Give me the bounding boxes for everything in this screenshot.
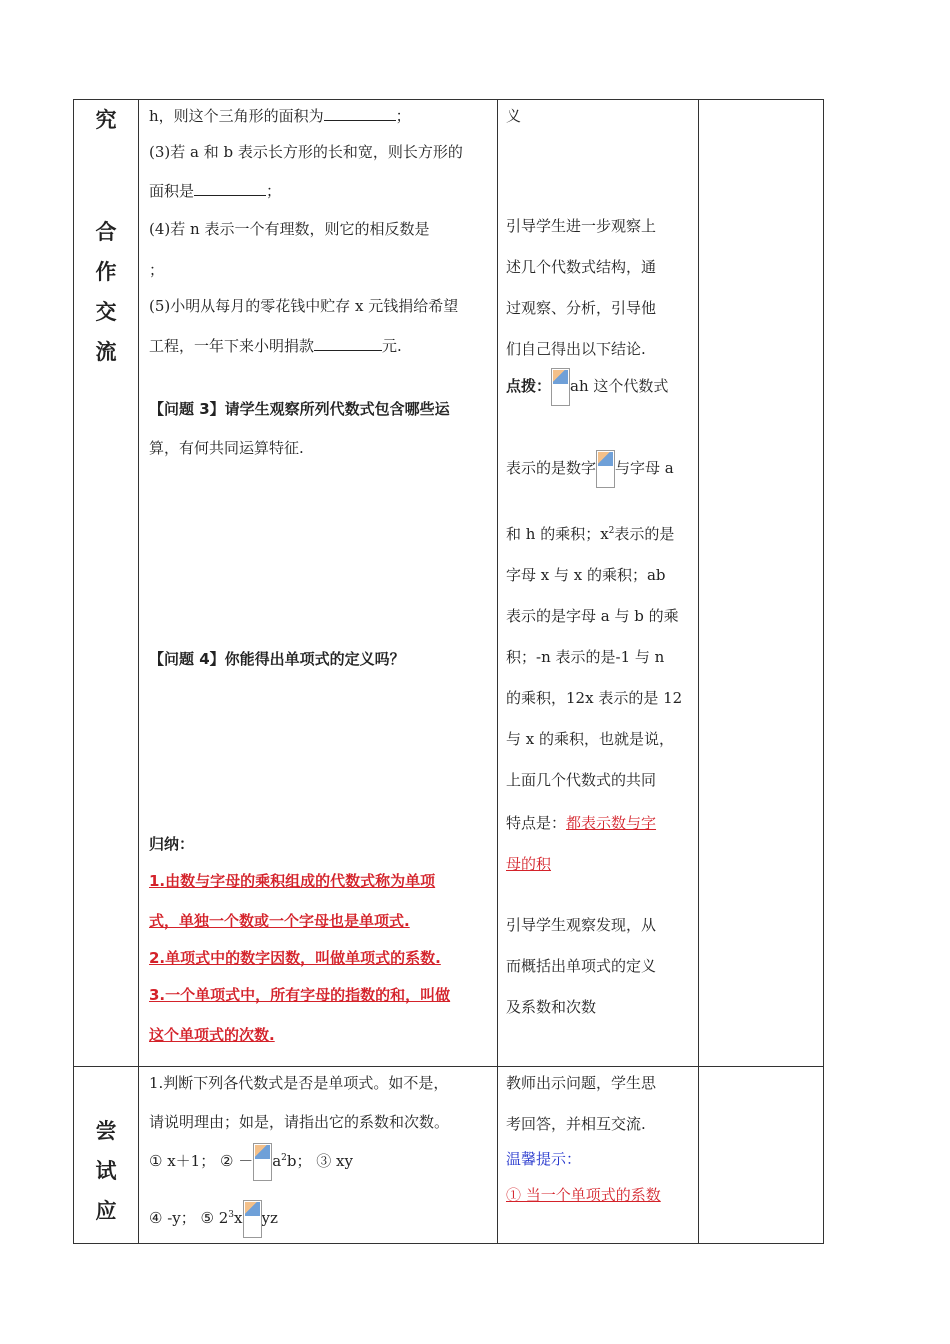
tip-label: 温馨提示： xyxy=(506,1150,582,1168)
teacher-cell xyxy=(498,1067,699,1244)
rule-2: 2.单项式中的数字因数，叫做单项式的系数. xyxy=(149,949,441,967)
text-line: 们自己得出以下结论. xyxy=(506,340,646,358)
text-line: 引导学生观察发现，从 xyxy=(506,916,657,934)
summary-label: 归纳： xyxy=(149,835,195,853)
text-line: 特点是：都表示数与字 xyxy=(506,814,657,832)
section-label-cell xyxy=(74,1067,139,1244)
text-line: 面积是 ； xyxy=(149,182,282,200)
section-char: 合 xyxy=(95,220,117,244)
text-line: 请说明理由；如是，请指出它的系数和次数。 xyxy=(149,1113,450,1131)
rule-3: 3.一个单项式中，所有字母的指数的和，叫做 xyxy=(149,986,451,1004)
text-line: 1.判断下列各代数式是否是单项式。如不是， xyxy=(149,1074,449,1092)
text-line: 字母 x 与 x 的乘积；ab xyxy=(506,566,666,584)
text-line: 点拨： ah 这个代数式 xyxy=(506,368,668,406)
section-char: 试 xyxy=(95,1159,117,1183)
text-line: 引导学生进一步观察上 xyxy=(506,217,657,235)
text-line: 表示的是数字 与字母 a xyxy=(506,450,674,488)
text-line: 和 h 的乘积；$x^2$表示的是 xyxy=(506,525,675,543)
text-line: 上面几个代数式的共同 xyxy=(506,771,657,789)
text-line: h，则这个三角形的面积为 ； xyxy=(149,107,411,125)
exercise-cell xyxy=(139,1067,498,1244)
section-char: 应 xyxy=(95,1199,117,1223)
rule-1-cont: 式，单独一个数或一个字母也是单项式. xyxy=(149,912,410,930)
highlight-text: 母的积 xyxy=(506,855,552,873)
text-line: 而概括出单项式的定义 xyxy=(506,957,657,975)
fraction-image-icon xyxy=(596,450,615,488)
text-line: 与 x 的乘积，也就是说， xyxy=(506,730,674,748)
text-line: (5)小明从每月的零花钱中贮存 x 元钱捐给希望 xyxy=(149,297,459,315)
rule-3-cont: 这个单项式的次数. xyxy=(149,1026,275,1044)
question-4: 【问题 4】你能得出单项式的定义吗？ xyxy=(149,650,405,668)
question-3: 【问题 3】请学生观察所列代数式包含哪些运 xyxy=(149,400,450,418)
text-line: 工程，一年下来小明捐款 元. xyxy=(149,337,402,355)
fraction-image-icon xyxy=(551,368,570,406)
section-char: 交 xyxy=(95,300,117,324)
exercise-items: ① x＋1； ② － $a^2b$； ③ xy xyxy=(149,1143,353,1181)
rule-1: 1.由数与字母的乘积组成的代数式称为单项 xyxy=(149,872,436,890)
text-line: (3)若 a 和 b 表示长方形的长和宽，则长方形的 xyxy=(149,143,463,161)
text-line: 算，有何共同运算特征. xyxy=(149,439,304,457)
activity-cell xyxy=(139,100,498,1067)
text-line: 表示的是字母 a 与 b 的乘 xyxy=(506,607,679,625)
exercise-items: ④ -y； ⑤ $2^3x$ yz xyxy=(149,1200,278,1238)
fraction-image-icon xyxy=(243,1200,262,1238)
section-char: 作 xyxy=(95,260,117,284)
tip-text: ① 当一个单项式的系数 xyxy=(506,1186,661,1204)
lesson-table xyxy=(73,99,824,1244)
fraction-image-icon xyxy=(253,1143,272,1181)
text-line: 述几个代数式结构，通 xyxy=(506,258,657,276)
section-char: 流 xyxy=(95,340,117,364)
text-line: 过观察、分析，引导他 xyxy=(506,299,657,317)
notes-cell xyxy=(699,100,824,1067)
text-line: ； xyxy=(149,261,165,279)
text-line: (4)若 n 表示一个有理数，则它的相反数是 xyxy=(149,220,430,238)
section-char: 尝 xyxy=(95,1119,117,1143)
section-label-cell xyxy=(74,100,139,1067)
text-line: 教师出示问题，学生思 xyxy=(506,1074,657,1092)
text-line: 义 xyxy=(506,107,522,125)
notes-cell xyxy=(699,1067,824,1244)
text-line: 积；-n 表示的是-1 与 n xyxy=(506,648,665,666)
text-line: 及系数和次数 xyxy=(506,998,597,1016)
section-char: 究 xyxy=(95,108,117,132)
text-line: 的乘积，12x 表示的是 12 xyxy=(506,689,683,707)
text-line: 考回答，并相互交流. xyxy=(506,1115,646,1133)
guidance-cell xyxy=(498,100,699,1067)
